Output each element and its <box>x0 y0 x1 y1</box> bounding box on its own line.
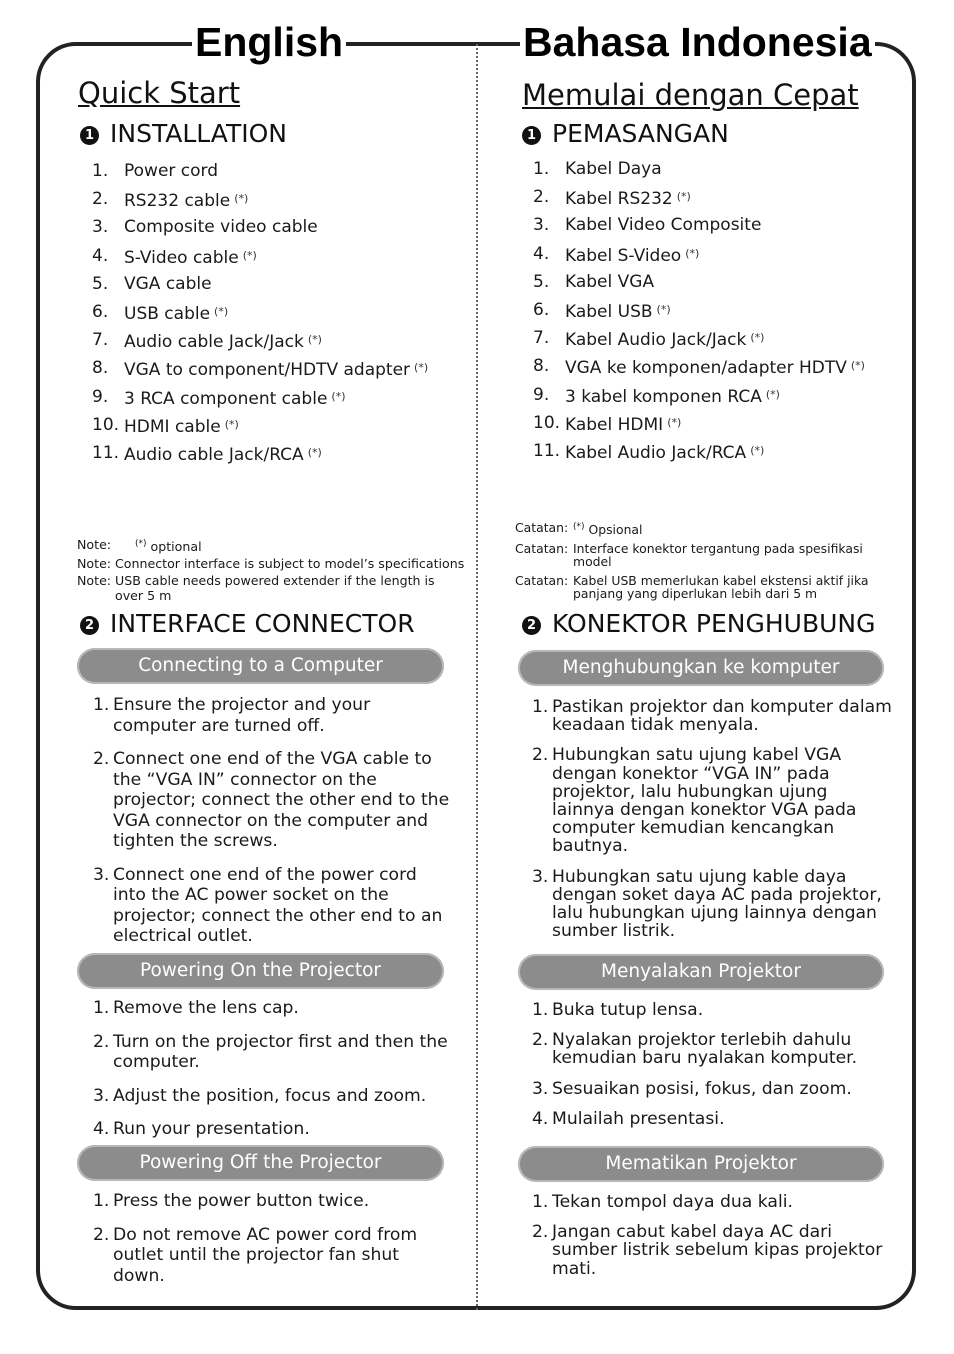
mematikan-steps <box>532 1193 892 1278</box>
step-item: 2. Hubungkan satu ujung kabel VGA dengan konektor “VGA IN” pada projektor, lalu hubungkan ujung lainnya dengan konektor VGA pada computer kemudian kencangkan bautnya. <box>532 745 857 857</box>
list-item-label: Composite video cable <box>124 217 318 238</box>
optional-marker: (*) <box>750 331 765 345</box>
list-item-number: 8. <box>92 358 109 379</box>
column-divider <box>476 44 478 1310</box>
optional-marker: (*) <box>656 302 671 316</box>
bullet-icon: 2 <box>522 616 541 635</box>
menghubungkan-banner: Menghubungkan ke komputer <box>518 650 884 686</box>
menyalakan-banner: Menyalakan Projektor <box>518 954 884 990</box>
step-item: 2. Nyalakan projektor terlebih dahulu kemudian baru nyalakan komputer. <box>532 1030 858 1069</box>
list-item-label: VGA to component/HDTV adapter (*) <box>124 360 429 381</box>
list-item-label: Kabel Video Composite <box>565 215 762 236</box>
list-item-label: Kabel S-Video (*) <box>565 245 700 266</box>
list-item-label: HDMI cable (*) <box>124 416 239 437</box>
optional-marker: (*) <box>242 248 257 262</box>
list-item-label: Kabel Audio Jack/RCA (*) <box>565 442 765 463</box>
optional-marker: (*) <box>224 417 239 431</box>
step-item: 2. Turn on the projector first and then the computer. <box>93 1031 448 1072</box>
bullet-icon: 2 <box>80 616 99 635</box>
optional-marker: (*) <box>750 443 765 457</box>
list-item-label: Kabel Audio Jack/Jack (*) <box>565 330 765 351</box>
step-item: 4. Run your presentation. <box>93 1119 310 1139</box>
list-item-number: 1. <box>533 159 550 179</box>
optional-marker: (*) <box>307 333 322 347</box>
step-item: 1. Remove the lens cap. <box>93 998 299 1018</box>
bullet-icon: 1 <box>80 126 99 145</box>
optional-marker: (*) <box>331 389 346 403</box>
header-english: English <box>192 16 346 68</box>
list-item-label: Kabel Daya <box>565 159 662 179</box>
catatan-list <box>515 521 895 603</box>
step-item: 2. Do not remove AC power cord from outlet until the projector fan shut down. <box>93 1224 418 1286</box>
list-item-label: Audio cable Jack/Jack (*) <box>124 332 322 353</box>
pemasangan-heading <box>522 119 729 148</box>
quick-start-title: Quick Start <box>78 76 241 110</box>
list-item-number: 9. <box>92 386 109 407</box>
list-item-number: 3. <box>92 217 109 238</box>
optional-marker: (*) <box>307 445 322 459</box>
connecting-banner: Connecting to a Computer <box>77 648 444 684</box>
list-item-label: 3 kabel komponen RCA (*) <box>565 386 780 407</box>
power-off-banner: Powering Off the Projector <box>77 1145 444 1181</box>
optional-marker: (*) <box>667 415 682 429</box>
step-item: 3. Sesuaikan posisi, fokus, dan zoom. <box>532 1078 852 1099</box>
list-item-number: 1. <box>92 161 109 181</box>
list-item-number: 8. <box>533 356 550 377</box>
list-item-label: Kabel VGA <box>565 271 655 292</box>
list-item-number: 10. <box>533 412 561 433</box>
list-item-label: RS232 cable (*) <box>124 191 249 212</box>
interface-title: INTERFACE CONNECTOR <box>110 609 415 638</box>
list-item-number: 3. <box>533 215 550 236</box>
optional-marker: (*) <box>765 387 780 401</box>
list-item-number: 4. <box>533 243 550 264</box>
list-item-label: USB cable (*) <box>124 303 229 324</box>
step-item: 1. Tekan tompol daya dua kali. <box>532 1192 793 1212</box>
mematikan-banner: Mematikan Projektor <box>518 1146 884 1182</box>
note-item: Note: Connector interface is subject to model’s specifications <box>77 556 465 572</box>
list-item-label: Power cord <box>124 161 219 181</box>
optional-marker: (*) <box>676 190 691 204</box>
list-item-number: 7. <box>92 330 109 351</box>
list-item-number: 6. <box>92 301 109 322</box>
step-item: 2. Connect one end of the VGA cable to the “VGA IN” connector on the projector; connect the other end to the VGA connector on the computer and tighten the screws. <box>93 749 450 851</box>
pemasangan-title: PEMASANGAN <box>552 119 729 148</box>
list-item-number: 2. <box>92 189 109 210</box>
step-item: 4. Mulailah presentasi. <box>532 1108 725 1129</box>
list-item-number: 9. <box>533 384 550 405</box>
installation-heading <box>80 119 287 148</box>
step-item: 1. Buka tutup lensa. <box>532 1000 704 1020</box>
step-item: 1. Ensure the projector and your computer are turned off. <box>93 695 371 736</box>
header-indonesian: Bahasa Indonesia <box>520 16 875 68</box>
list-item-label: Kabel USB (*) <box>565 301 671 322</box>
konektor-title: KONEKTOR PENGHUBUNG <box>552 609 876 638</box>
connecting-steps <box>93 695 453 947</box>
optional-marker: (*) <box>214 304 229 318</box>
menyalakan-steps <box>532 1001 892 1128</box>
power-off-steps <box>93 1191 453 1286</box>
list-item-number: 5. <box>533 271 550 292</box>
notes-list <box>77 537 469 605</box>
list-item-number: 11. <box>533 440 561 461</box>
optional-marker: (*) <box>685 246 700 260</box>
list-item-label: Kabel RS232 (*) <box>565 189 691 210</box>
list-item-label: VGA ke komponen/adapter HDTV (*) <box>565 358 865 379</box>
list-item-number: 2. <box>533 187 550 208</box>
note-item: Note: USB cable needs powered extender if the length is over 5 m <box>77 573 435 604</box>
list-item-label: S-Video cable (*) <box>124 247 257 268</box>
step-item: 3. Connect one end of the power cord into the AC power socket on the projector; connect the other end to an electrical outlet. <box>93 864 443 946</box>
power-on-banner: Powering On the Projector <box>77 953 444 989</box>
list-item-label: Kabel HDMI (*) <box>565 414 682 435</box>
optional-marker: (*) <box>414 361 429 375</box>
list-item-label: Audio cable Jack/RCA (*) <box>124 444 322 465</box>
bullet-icon: 1 <box>522 126 541 145</box>
list-item-number: 10. <box>92 414 120 435</box>
step-item: 2. Jangan cabut kabel daya AC dari sumber listrik sebelum kipas projektor mati. <box>532 1222 883 1279</box>
interface-heading <box>80 609 415 638</box>
konektor-heading <box>522 609 876 638</box>
optional-marker: (*) <box>234 192 249 206</box>
installation-title: INSTALLATION <box>110 119 287 148</box>
list-item-number: 5. <box>92 273 109 294</box>
menghubungkan-steps <box>532 698 892 940</box>
list-item-number: 7. <box>533 328 550 349</box>
quick-start-title-id: Memulai dengan Cepat <box>522 78 859 112</box>
step-item: 3. Hubungkan satu ujung kable daya dengan soket daya AC pada projektor, lalu hubungkan ujung lainnya dengan sumber listrik. <box>532 866 882 942</box>
list-item-label: VGA cable <box>124 273 212 294</box>
step-item: 1. Press the power button twice. <box>93 1191 370 1211</box>
list-item-number: 11. <box>92 442 120 463</box>
list-item-label: 3 RCA component cable (*) <box>124 388 346 409</box>
optional-marker: (*) <box>850 359 865 373</box>
list-item-number: 4. <box>92 245 109 266</box>
note-item: Catatan: (*) Opsional <box>515 520 643 538</box>
note-item: Note: (*) optional <box>77 537 202 555</box>
note-item: Catatan: Kabel USB memerlukan kabel ekstensi aktif jika panjang yang diperlukan lebih dari 5 m <box>515 572 869 602</box>
note-item: Catatan: Interface konektor tergantung pada spesifikasi model <box>515 540 863 570</box>
list-item-number: 6. <box>533 299 550 320</box>
power-on-steps <box>93 998 453 1140</box>
step-item: 3. Adjust the position, focus and zoom. <box>93 1085 427 1106</box>
step-item: 1. Pastikan projektor dan komputer dalam keadaan tidak menyala. <box>532 697 892 736</box>
